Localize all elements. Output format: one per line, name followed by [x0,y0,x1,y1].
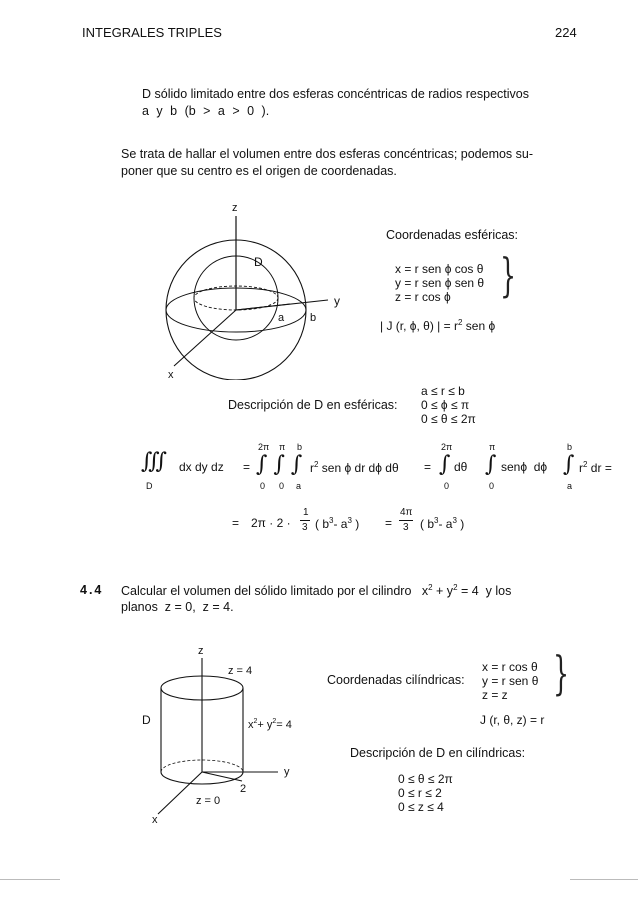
i2-upper: π [489,442,496,452]
cyl-coord-x: x = r cos θ [482,660,538,674]
explanation-line1: Se trata de hallar el volumen entre dos esferas concéntricas; podemos su- [121,147,534,161]
i3-sign: ∫ [563,452,575,477]
cyl-coord-y: y = r sen θ [482,674,539,688]
spherical-jacobian: | J (r, ϕ, θ) | = $r^2$ sen ϕ [380,318,496,333]
frac2-denominator: 3 [403,522,409,533]
radius-a-line [236,304,290,310]
i3-lower: a [567,481,573,491]
upper-limit-r: b [297,442,303,452]
i1-sign: ∫ [439,452,451,477]
cyl-jacobian: J (r, θ, z) = r [480,713,545,727]
cyl-equation-label: $x^2+ y^2= 4$ [248,718,292,731]
region-D-label: D [254,255,263,269]
upper-limit-phi: π [279,442,286,452]
lower-limit-phi: 0 [279,481,285,491]
cyl-coord-z: z = z [482,688,508,702]
cyl-y-label: y [284,766,290,778]
x-axis-label: x [168,369,174,380]
spherical-coord-y: y = r sen ϕ sen θ [395,276,485,290]
concentric-spheres-figure [150,200,360,380]
spherical-coords-title: Coordenadas esféricas: [386,228,519,242]
equals-2: = [424,460,432,474]
i1-lower: 0 [444,481,450,491]
problem-4-4-line2: planos z = 0, z = 4. [121,600,234,614]
cyl-radius [202,772,242,781]
i1-body: dθ [454,460,468,474]
result-paren1: ( $b^3-$ $a^3$ ) [315,516,360,531]
frac1-bar [300,520,310,521]
three-integral-signs: ∫∫∫ [256,452,309,477]
bound-phi: 0 ≤ ϕ ≤ π [421,398,470,412]
bottom-rule-left [0,879,60,880]
right-brace: } [500,248,517,302]
lower-limit-theta: 0 [260,481,266,491]
i3-upper: b [567,442,573,452]
result-part1: 2π · 2 · [251,516,291,530]
triple-integral-sign: ∭ [141,449,168,474]
bound-r: a ≤ r ≤ b [421,384,465,398]
i1-upper: 2π [441,442,453,452]
cyl-right-brace: } [553,646,570,700]
spherical-coord-z: z = r cos ϕ [395,290,451,304]
radius-a-label: a [278,312,285,324]
cyl-z-label: z [198,645,204,657]
cylindrical-coords-title: Coordenadas cilíndricas: [327,673,465,687]
explanation-line2: poner que su centro es el origen de coordenadas. [121,164,397,178]
equals-1: = [243,460,251,474]
cyl-top-label: z = 4 [228,665,253,677]
frac2-bar [399,520,413,521]
i3-body: $r^2$ dr = [579,460,612,475]
result-equals-2: = [385,516,393,530]
cyl-region-D-label: D [142,713,151,727]
lower-limit-r: a [296,481,302,491]
upper-limit-theta: 2π [258,442,270,452]
cyl-x-label: x [152,814,158,824]
frac2-numerator: 4π [400,507,413,518]
cyl-radius-label: 2 [240,783,247,795]
running-header-title: INTEGRALES TRIPLES [82,25,222,40]
i2-lower: 0 [489,481,495,491]
problem-number: 4.4 [80,583,104,597]
result-equals: = [232,516,240,530]
problem-4-4-line1: Calcular el volumen del sólido limitado por el cilindro $x^2 + y^2 = 4$ y los [121,583,512,598]
cylindrical-description-label: Descripción de D en cilíndricas: [350,746,526,760]
cyl-bottom-label: z = 0 [196,795,221,807]
z-axis-label: z [232,202,238,214]
cylinder-figure [140,644,320,824]
integral-domain-D: D [146,481,153,491]
x-axis [174,310,236,366]
result-paren2: ( $b^3-$ $a^3$ ) [420,516,465,531]
problem-statement-line1: D sólido limitado entre dos esferas concéntricas de radios respectivos [142,87,529,101]
cyl-x-axis [158,772,202,814]
spherical-coord-x: x = r sen ϕ cos θ [395,262,484,276]
cyl-bound-theta: 0 ≤ θ ≤ 2π [398,772,453,786]
y-axis-label: y [334,294,340,308]
radius-b-label: b [310,312,317,324]
problem-statement-line2: a y b (b > a > 0 ). [142,104,270,118]
page-number: 224 [555,25,577,40]
cyl-bound-r: 0 ≤ r ≤ 2 [398,786,442,800]
integrand: $r^2$ sen ϕ dr dϕ dθ [310,460,399,475]
bound-theta: 0 ≤ θ ≤ 2π [421,412,476,426]
i2-sign: ∫ [485,452,497,477]
integral-lhs: dx dy dz [179,460,224,474]
frac1-denominator: 3 [302,522,308,533]
i2-body: senϕ dϕ [501,460,548,474]
cyl-bound-z: 0 ≤ z ≤ 4 [398,800,444,814]
frac1-numerator: 1 [303,507,309,518]
bottom-rule-right [570,879,638,880]
spherical-description-label: Descripción de D en esféricas: [228,398,398,412]
